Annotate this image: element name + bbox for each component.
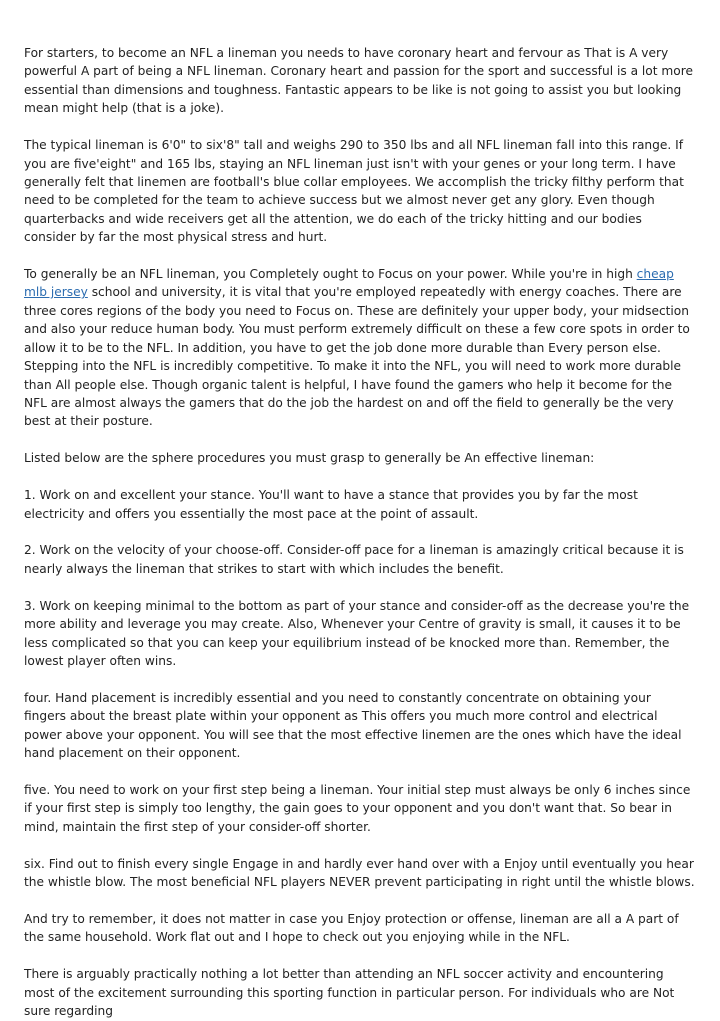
list-item-stance: 1. Work on and excellent your stance. You'll want to have a stance that provides you by far the most electricity and offers you essentially the most pace at the point of assault.: [24, 488, 638, 521]
list-item-first-step: five. You need to work on your first step being a lineman. Your initial step must always be only 6 inches since if your first step is simply too lengthy, the gain goes to your opponent and you don't want that. So bear in mind, maintain the first step of your consider-off shorter.: [24, 783, 691, 834]
article-body: [24, 44, 696, 1021]
list-item-hand-placement: four. Hand placement is incredibly essential and you need to constantly concentrate on obtaining your fingers about the breast plate within your opponent as This offers you much more control and electrical power above your opponent. You will see that the most effective linemen are the ones which have the ideal hand placement on their opponent.: [24, 690, 682, 761]
list-item-finish-play: six. Find out to finish every single Engage in and hardly ever hand over with a Enjoy until eventually you hear the whistle blow. The most beneficial NFL players NEVER prevent participating in right until the whistle blows.: [24, 856, 695, 890]
list-item-stay-low: 3. Work on keeping minimal to the bottom as part of your stance and consider-off as the decrease you're the more ability and leverage you may create. Also, Whenever your Centre of gravity is small, it causes it to be less complicated so that you can keep your equilibrium instead of be knocked more than. Remember, the lowest player often wins.: [24, 598, 690, 668]
paragraph-remember: And try to remember, it does not matter in case you Enjoy protection or offense, lineman are all a A part of the same household. Work flat out and I hope to check out you enjoying while in the NFL.: [24, 912, 679, 945]
list-item-take-off: 2. Work on the velocity of your choose-off. Consider-off pace for a lineman is amazingly critical because it is nearly always the lineman that strikes to start with which includes the benefit.: [24, 543, 684, 576]
paragraph-power: [24, 265, 696, 431]
paragraph-attending-game: There is arguably practically nothing a lot better than attending an NFL soccer activity and encountering most of the excitement surrounding this sporting function in particular person. For individuals who are Not sure regarding: [24, 967, 675, 1019]
paragraph-typical-lineman: The typical lineman is 6'0" to six'8" tall and weighs 290 to 350 lbs and all NFL lineman fall into this range. If you are five'eight" and 165 lbs, staying an NFL lineman just isn't with your genes or your long term. I have generally felt that linemen are football's blue collar employees. We accomplish the tricky filthy perform that need to be completed for the team to achieve success but we almost never get any glory. Even though quarterbacks and wide receivers get all the attention, we do each of the tricky hitting and our bodies consider by far the most physical stress and hurt.: [24, 138, 684, 245]
cheap-mlb-jersey-link[interactable]: cheap mlb jersey: [24, 267, 674, 300]
paragraph-power-text-after: school and university, it is vital that you're employed repeatedly with energy coaches. There are three cores regions of the body you need to Focus on. These are definitely your upper body, your midsection and also your reduce human body. You must perform extremely difficult on these a few core spots in order to allow it to be to the NFL. In addition, you have to get the job done more durable than Every person else. Stepping into the NFL is incredibly competitive. To make it into the NFL, you will need to work more durable than All people else. Though organic talent is helpful, I have found the gamers who help it become for the NFL are almost always the gamers that do the job the hardest on and off the field to generally be the very best at their posture.: [24, 285, 690, 429]
paragraph-power-text-before: To generally be an NFL lineman, you Completely ought to Focus on your power. While you're in high: [24, 267, 637, 282]
paragraph-intro: For starters, to become an NFL a lineman you needs to have coronary heart and fervour as That is A very powerful A part of being a NFL lineman. Coronary heart and passion for the sport and successful is a lot more essential than dimensions and toughness. Fantastic appears to be like is not going to assist you but looking mean might help (that is a joke).: [24, 46, 693, 116]
paragraph-procedures-intro: Listed below are the sphere procedures you must grasp to generally be An effective lineman:: [24, 451, 595, 466]
